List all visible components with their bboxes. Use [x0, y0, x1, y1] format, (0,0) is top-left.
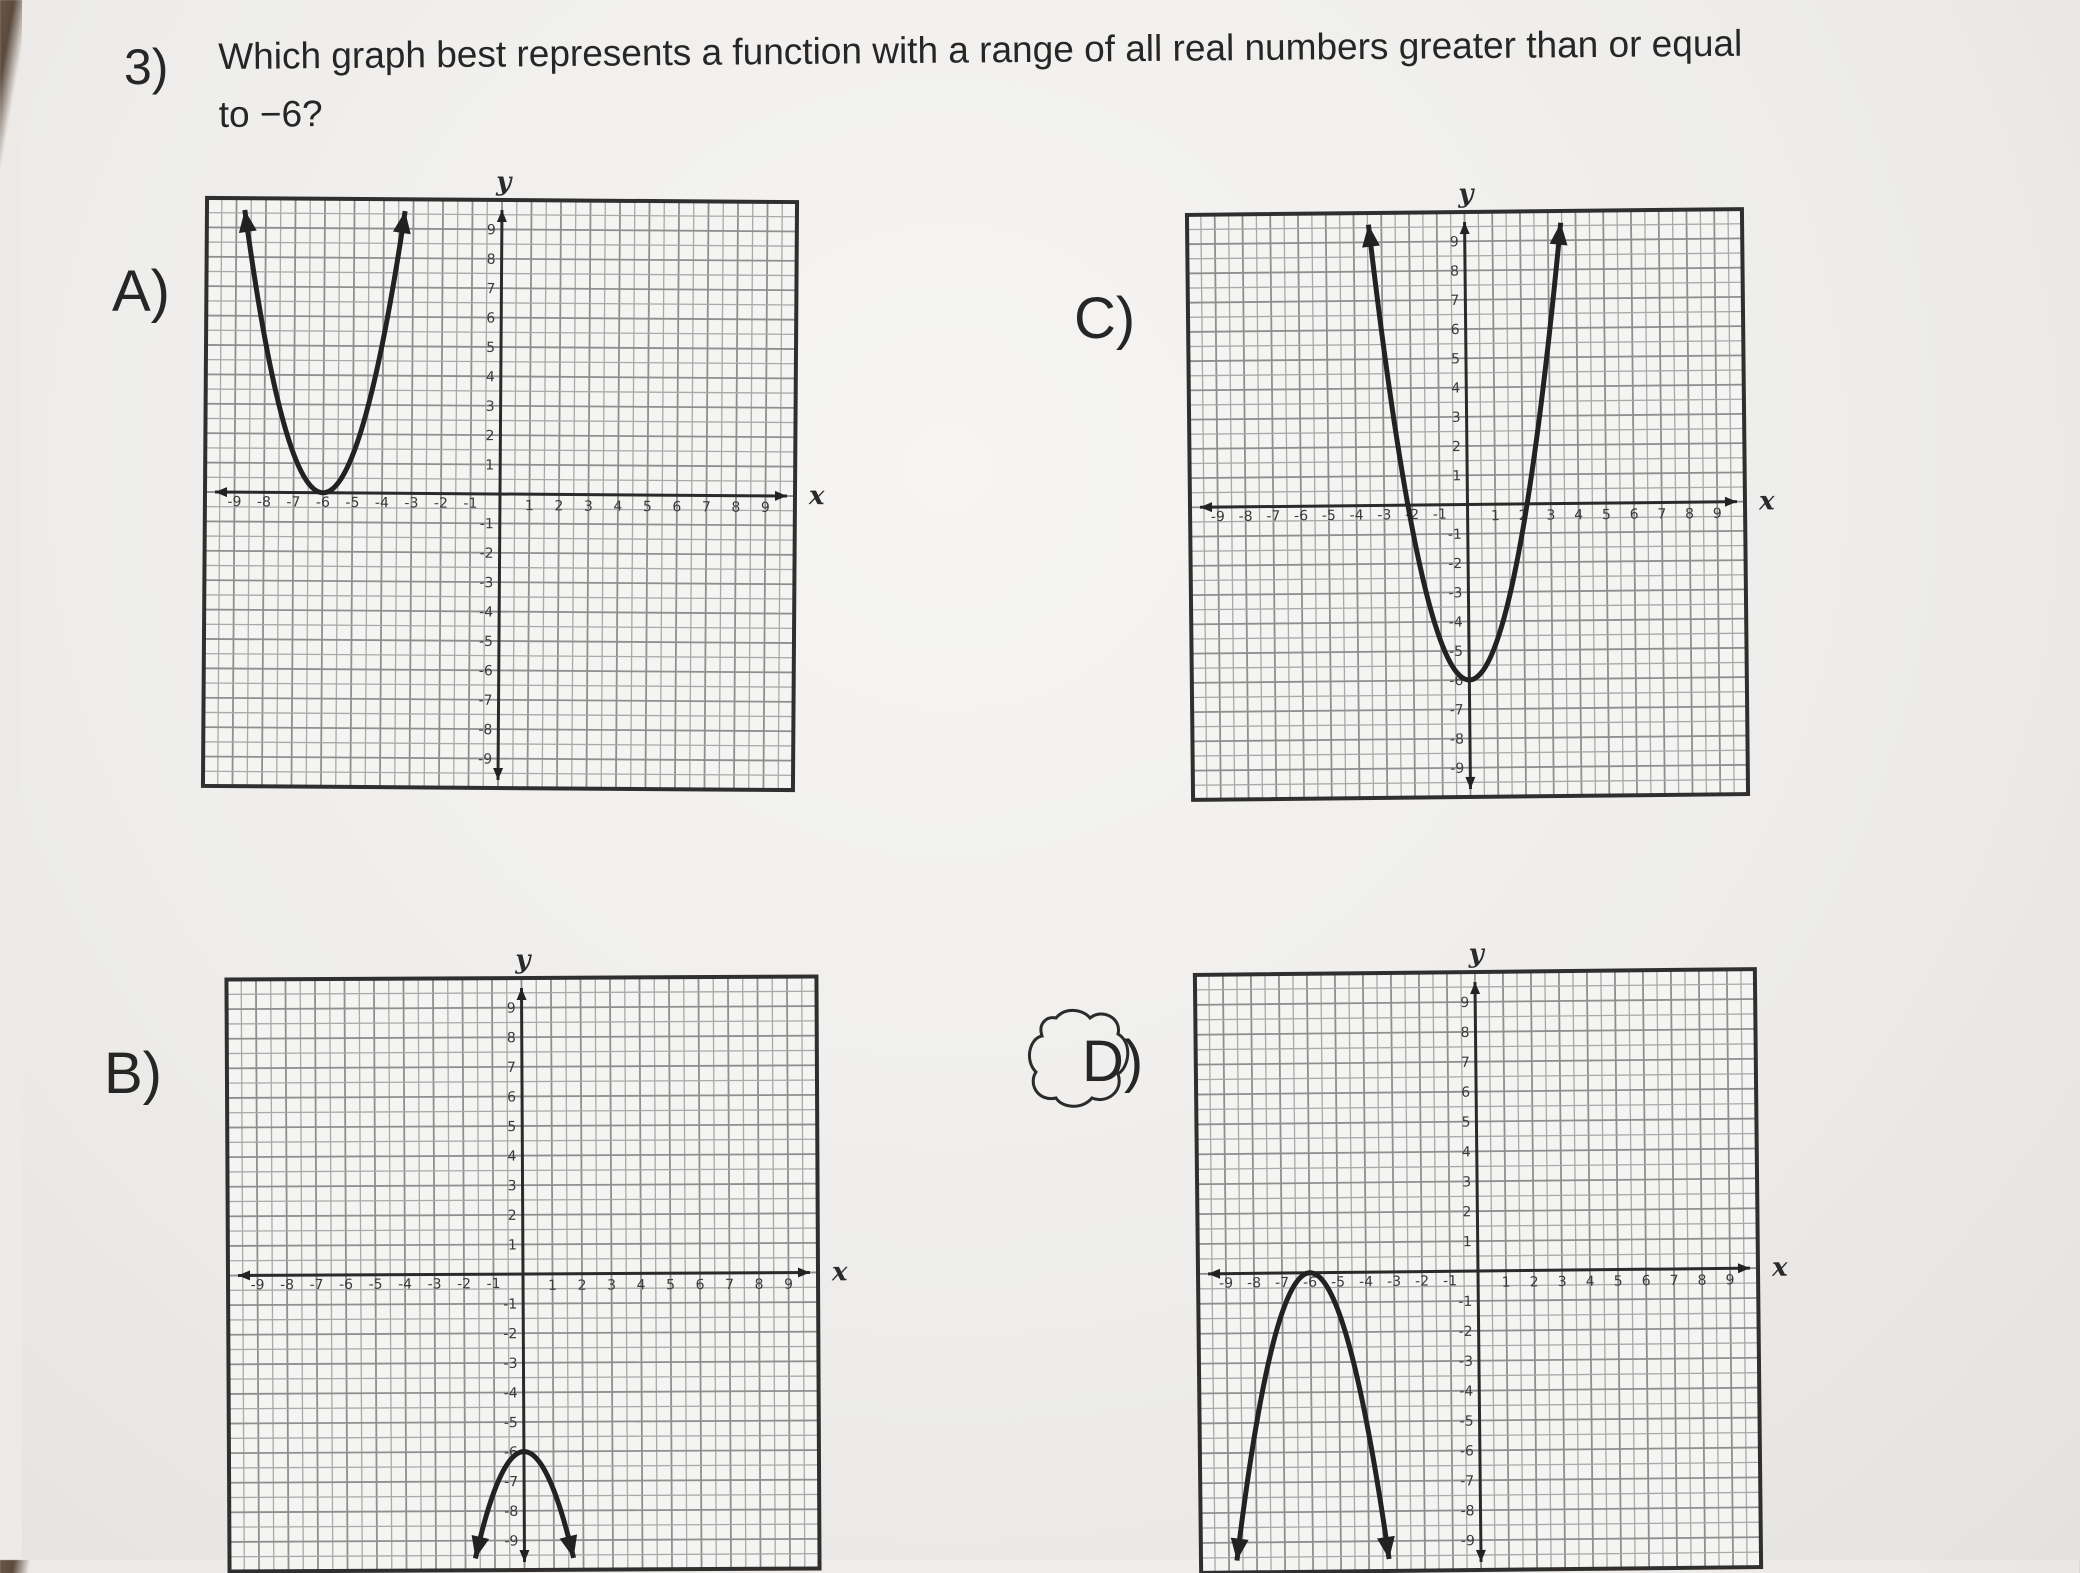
graph-d-y-tick-label: 2	[1462, 1204, 1472, 1221]
graph-a-x-tick-label: 5	[642, 498, 652, 516]
question-text	[218, 13, 1939, 144]
graph-b-x-tick-label: -2	[457, 1276, 472, 1293]
graph-b-x-tick-label: 2	[577, 1277, 587, 1294]
graph-a-y-tick-label: 2	[485, 428, 495, 445]
graph-d-x-tick-label: 3	[1557, 1274, 1567, 1291]
graph-a-y-tick-label: 6	[486, 310, 496, 327]
graph-a-x-tick-label: -3	[404, 495, 419, 512]
graph-b-x-tick-label: 6	[695, 1277, 705, 1294]
graph-d-x-tick-label: 2	[1529, 1274, 1539, 1291]
graph-b-y-tick-label: -4	[503, 1385, 518, 1402]
graph-b-y-tick-label: -7	[504, 1474, 519, 1491]
graph-a-y-tick-label: 3	[485, 398, 495, 415]
graph-d-x-tick-label: -7	[1275, 1274, 1290, 1292]
graph-a-y-tick-label: 8	[486, 251, 496, 268]
question-text-line-1: Which graph best represents a function with a range of all real numbers greater than or equal	[218, 22, 1743, 77]
graph-b-y-tick-label: -8	[504, 1503, 519, 1520]
graph-d-x-tick-label: -9	[1219, 1275, 1234, 1292]
graph-a-y-tick-label: -1	[479, 516, 494, 533]
graph-d-y-tick-label: -7	[1460, 1473, 1475, 1490]
graph-c-x-tick-label: -6	[1294, 508, 1309, 525]
graph-b-x-tick-label: -8	[280, 1277, 295, 1294]
graph-c-x-tick-label: -1	[1432, 506, 1447, 523]
graph-a-y-tick-label: -8	[478, 722, 493, 739]
graph-b-x-tick-label: -7	[309, 1277, 324, 1294]
graph-b-x-axis-name: x	[831, 1257, 848, 1288]
graph-a-y-tick-label: -9	[478, 751, 493, 768]
graph-c-y-tick-label: 4	[1451, 380, 1461, 397]
graph-b-y-tick-label: -2	[503, 1326, 518, 1343]
graph-a-y-tick-label: 7	[486, 281, 496, 298]
graph-a-x-tick-label: -8	[256, 494, 271, 511]
graph-d-y-tick-label: 5	[1461, 1114, 1471, 1131]
graph-b-x-tick-label: -5	[368, 1276, 383, 1293]
graph-b-x-tick-label: 7	[725, 1276, 735, 1293]
graph-a-y-axis-name: y	[496, 166, 512, 198]
hand-drawn-selection-circle	[1026, 1004, 1136, 1112]
graph-b-x-tick-label: 3	[607, 1277, 617, 1294]
graph-a-y-tick-label: -2	[479, 545, 494, 562]
graph-a-x-tick-label: 9	[760, 499, 770, 516]
graph-d-y-tick-label: -4	[1459, 1383, 1474, 1400]
graph-a-x-tick-label: 2	[554, 498, 564, 515]
graph-d-y-tick-label: 1	[1462, 1234, 1472, 1251]
graph-d-x-tick-label: 1	[1501, 1274, 1511, 1291]
graph-a[interactable]	[203, 166, 825, 790]
graph-b-y-tick-label: -5	[503, 1415, 518, 1432]
graph-d-y-tick-label: 6	[1461, 1084, 1471, 1101]
graph-c-x-tick-label: 6	[1629, 506, 1639, 523]
graph-d-x-tick-label: 8	[1697, 1272, 1707, 1289]
graph-a-x-tick-label: 6	[672, 499, 682, 516]
question-text-line-2: to −6?	[218, 93, 323, 135]
graph-a-y-tick-label: -3	[479, 575, 494, 592]
graph-c-x-tick-label: -7	[1266, 508, 1281, 525]
graph-a-x-tick-label: -7	[286, 494, 301, 511]
graph-a-x-tick-label: 8	[731, 499, 741, 516]
graph-c-x-tick-label: 3	[1546, 507, 1556, 524]
graph-b-y-tick-label: 5	[507, 1119, 517, 1136]
graph-b-x-tick-label: -3	[427, 1276, 442, 1293]
graph-b-x-tick-label: -9	[250, 1277, 265, 1294]
graph-c-y-tick-label: -3	[1448, 585, 1463, 602]
graph-a-x-tick-label: -2	[433, 495, 448, 512]
graph-d-x-tick-label: 5	[1613, 1273, 1623, 1290]
graph-c-y-tick-label: -9	[1450, 760, 1465, 777]
graph-a-y-tick-label: -4	[479, 604, 494, 621]
graph-c-x-tick-label: -2	[1405, 507, 1420, 524]
graph-a-x-tick-label: 3	[583, 498, 593, 515]
option-b-label[interactable]: B)	[104, 1041, 162, 1106]
graph-d-x-tick-label: 7	[1669, 1272, 1679, 1289]
graph-d-x-axis-name: x	[1771, 1252, 1788, 1283]
graph-b-x-tick-label: -1	[486, 1276, 501, 1293]
graph-c-x-tick-label: -9	[1210, 509, 1225, 526]
option-a-label[interactable]: A)	[112, 259, 170, 324]
graph-a-x-tick-label: -4	[374, 495, 389, 512]
graph-a-x-tick-label: -1	[463, 495, 478, 512]
graph-d-x-tick-label: -1	[1443, 1273, 1458, 1290]
graph-c-y-tick-label: 7	[1450, 292, 1460, 309]
graph-a-y-tick-label: 1	[485, 457, 495, 474]
graph-c-y-tick-label: 6	[1450, 322, 1460, 339]
graph-d-y-tick-label: 8	[1460, 1024, 1470, 1041]
graph-a-x-tick-label: 4	[613, 498, 623, 515]
graph-a-y-tick-label: -7	[478, 692, 493, 709]
graph-c-x-tick-label: -8	[1238, 508, 1253, 525]
graph-a-x-tick-label: 1	[524, 498, 534, 515]
graph-b-y-tick-label: 9	[506, 1000, 516, 1017]
graph-d-y-tick-label: -3	[1458, 1353, 1474, 1370]
graph-d-y-tick-label: 9	[1460, 994, 1470, 1012]
graph-b-x-tick-label: -6	[339, 1276, 354, 1293]
graph-c-x-tick-label: 5	[1601, 507, 1611, 524]
graph-d-y-tick-label: 7	[1460, 1054, 1470, 1071]
question-number: 3)	[124, 39, 169, 95]
graph-d-y-tick-label: 4	[1461, 1144, 1471, 1161]
graph-c-y-tick-label: 3	[1451, 409, 1461, 426]
graph-d-x-tick-label: 6	[1641, 1273, 1651, 1290]
graph-d-y-tick-label: 3	[1462, 1174, 1472, 1191]
graph-d-y-tick-label: -2	[1458, 1323, 1473, 1341]
graph-b[interactable]	[226, 944, 848, 1571]
graph-c-x-tick-label: -3	[1377, 507, 1392, 524]
graph-b-y-axis-name: y	[515, 944, 531, 976]
graph-d-x-tick-label: 4	[1585, 1273, 1595, 1290]
graph-b-x-tick-label: -4	[398, 1276, 413, 1293]
graph-c-y-tick-label: -7	[1449, 702, 1464, 719]
graph-a-y-tick-label: -5	[478, 633, 494, 650]
graph-b-y-tick-label: -1	[503, 1296, 518, 1313]
graph-b-x-tick-label: 1	[548, 1277, 558, 1294]
graph-a-x-tick-label: -9	[227, 494, 242, 511]
graph-c-x-tick-label: 2	[1518, 507, 1528, 524]
graph-b-x-tick-label: 4	[636, 1277, 646, 1294]
graph-c[interactable]	[1187, 178, 1775, 800]
graph-c-y-tick-label: -2	[1448, 556, 1463, 573]
graph-b-y-tick-label: 7	[506, 1059, 516, 1076]
graph-b-y-tick-label: 2	[507, 1207, 517, 1224]
option-d-label[interactable]: D)	[1082, 1029, 1144, 1094]
graph-c-y-tick-label: -4	[1448, 614, 1463, 631]
graph-d-x-tick-label: -4	[1359, 1274, 1374, 1291]
graph-b-y-tick-label: 6	[507, 1089, 517, 1106]
graph-b-x-tick-label: 8	[754, 1276, 764, 1293]
graph-d-x-tick-label: -5	[1331, 1274, 1346, 1291]
graph-c-y-tick-label: 5	[1450, 351, 1461, 368]
graph-b-y-tick-label: -3	[503, 1355, 518, 1372]
graph-c-x-tick-label: -4	[1349, 507, 1364, 524]
graph-b-x-tick-label: 5	[666, 1277, 676, 1294]
graph-d-x-tick-label: -3	[1387, 1273, 1402, 1290]
graph-b-y-tick-label: 1	[507, 1237, 517, 1254]
graph-a-y-tick-label: 4	[485, 369, 495, 386]
graph-b-y-tick-label: -9	[504, 1533, 519, 1550]
graph-c-x-axis-name: x	[1758, 486, 1775, 517]
graph-d-x-tick-label: -8	[1247, 1275, 1262, 1292]
graph-d-y-tick-label: -1	[1458, 1293, 1473, 1311]
graph-c-x-tick-label: 9	[1712, 505, 1722, 522]
graph-c-x-tick-label: 7	[1657, 506, 1667, 523]
graph-c-x-tick-label: 8	[1685, 506, 1695, 523]
graph-a-y-tick-label: 5	[486, 339, 496, 356]
graph-d-y-tick-label: -8	[1460, 1503, 1475, 1520]
graph-d-x-tick-label: -2	[1415, 1273, 1430, 1290]
graph-c-x-tick-label: 4	[1574, 507, 1584, 524]
graph-c-x-tick-label: 1	[1490, 508, 1500, 525]
graph-c-y-tick-label: 8	[1450, 263, 1460, 280]
graph-d-y-tick-label: -9	[1460, 1533, 1475, 1550]
graph-c-y-tick-label: 1	[1452, 468, 1462, 485]
graph-a-x-tick-label: -6	[315, 494, 330, 511]
graph-a-x-tick-label: 7	[701, 499, 711, 516]
graph-a-x-tick-label: -5	[345, 494, 360, 512]
graph-b-y-tick-label: 4	[507, 1148, 517, 1165]
graph-d-x-tick-label: -6	[1303, 1274, 1318, 1291]
graph-c-y-tick-label: -5	[1448, 643, 1464, 660]
graph-c-y-tick-label: -1	[1447, 526, 1462, 543]
graph-a-x-axis-name: x	[808, 481, 825, 512]
graph-b-y-tick-label: 3	[507, 1178, 517, 1195]
graph-d-y-axis-name: y	[1468, 938, 1484, 970]
option-c-label[interactable]: C)	[1074, 286, 1136, 351]
graph-c-y-axis-name: y	[1458, 178, 1474, 210]
graph-d[interactable]	[1195, 938, 1788, 1573]
graph-b-y-tick-label: -6	[503, 1444, 518, 1461]
graph-d-y-tick-label: -5	[1459, 1413, 1474, 1430]
graph-c-y-tick-label: 2	[1451, 439, 1461, 456]
graph-a-y-tick-label: -6	[478, 663, 493, 680]
graph-c-y-tick-label: -8	[1449, 731, 1465, 748]
graph-c-y-tick-label: -6	[1449, 673, 1464, 690]
graph-c-x-tick-label: -5	[1321, 507, 1336, 525]
graph-c-y-tick-label: 9	[1449, 234, 1459, 251]
graph-b-y-tick-label: 8	[506, 1030, 516, 1047]
graph-a-y-tick-label: 9	[486, 222, 496, 239]
graph-d-x-tick-label: 9	[1725, 1272, 1735, 1289]
graph-d-y-tick-label: -6	[1459, 1443, 1474, 1460]
graph-b-x-tick-label: 9	[784, 1276, 794, 1293]
